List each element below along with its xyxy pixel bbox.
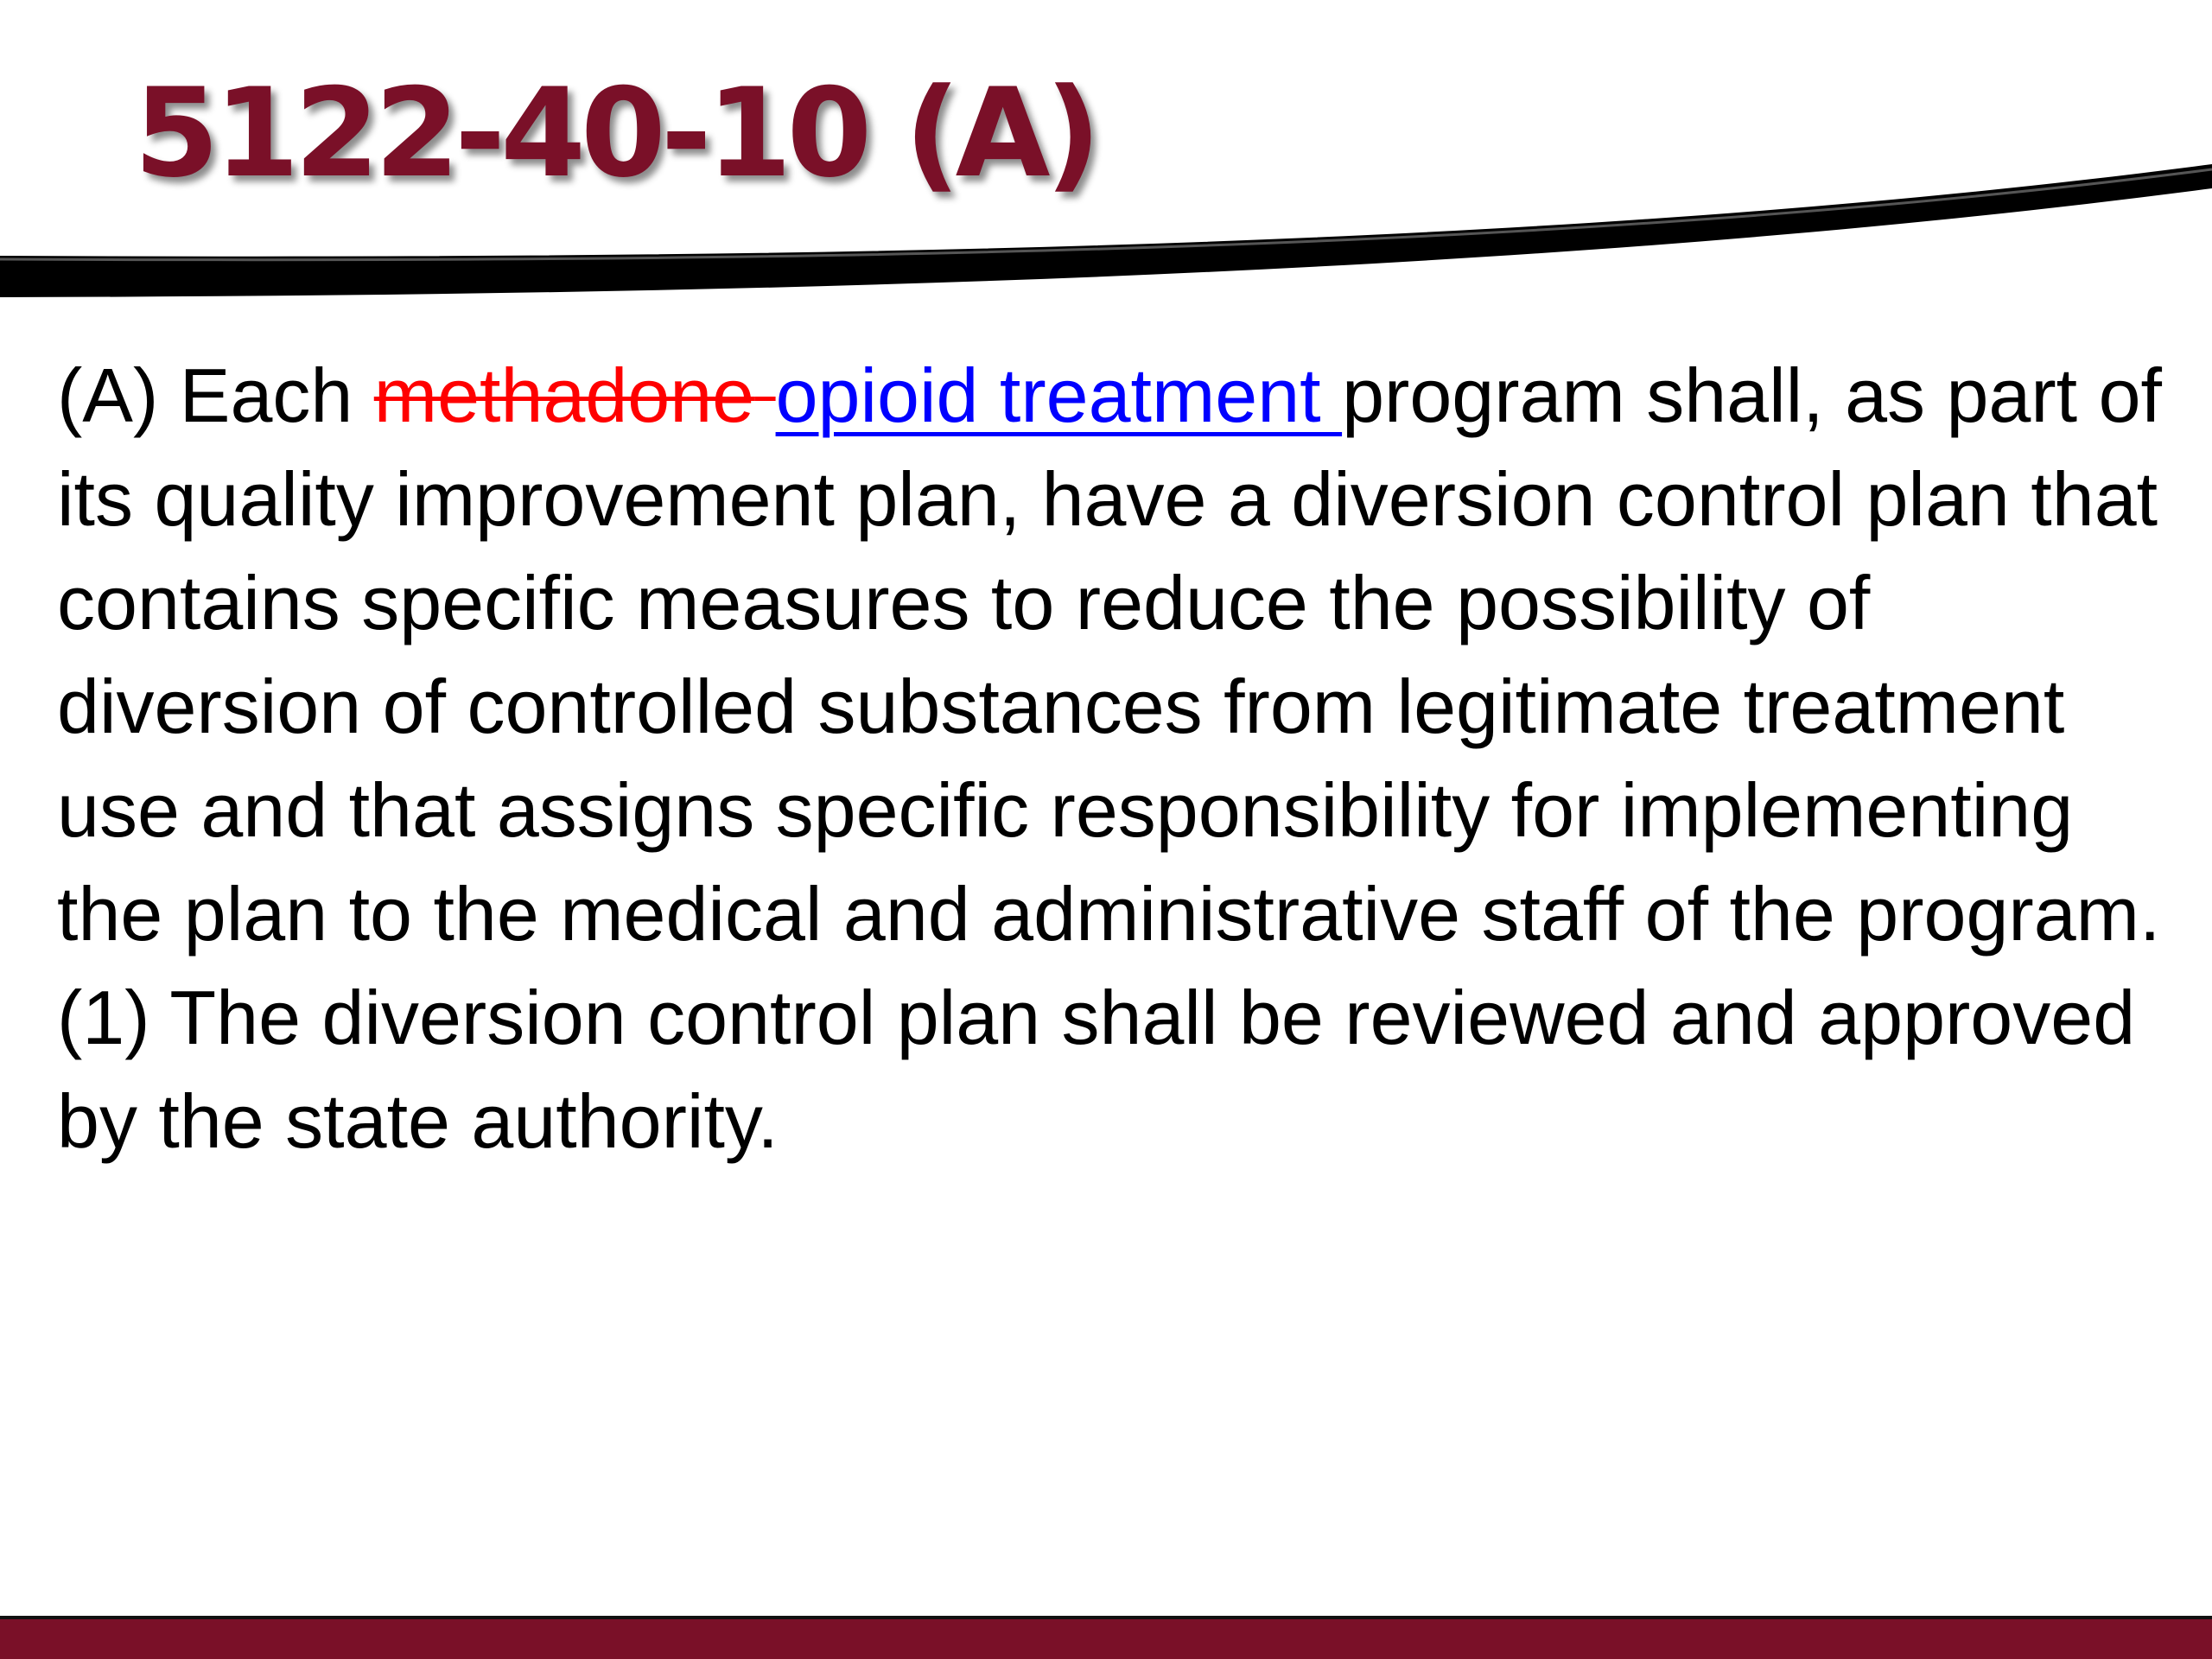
slide-body — [57, 344, 2165, 1173]
deleted-space — [754, 353, 775, 438]
paragraph-1: (1) The diversion control plan shall be reviewed and approved by the state authority. — [57, 975, 2136, 1164]
slide-title: 5122-40-10 (A) — [134, 62, 1096, 205]
inserted-text: opioid treatment — [775, 353, 1343, 438]
deleted-text: methadone — [373, 353, 755, 438]
paragraph-a — [57, 344, 2165, 966]
paragraph-a-prefix: (A) Each — [57, 353, 374, 438]
paragraph-a-rest: program shall, as part of its quality improvement plan, have a diversion control plan that contains specific measures to reduce the possibility of diversion of controlled substances from legitimate treatment use and that assigns specific responsibility for implementing the plan to the medical and administrative staff of the program. — [57, 353, 2162, 957]
footer-bar — [0, 1616, 2212, 1659]
